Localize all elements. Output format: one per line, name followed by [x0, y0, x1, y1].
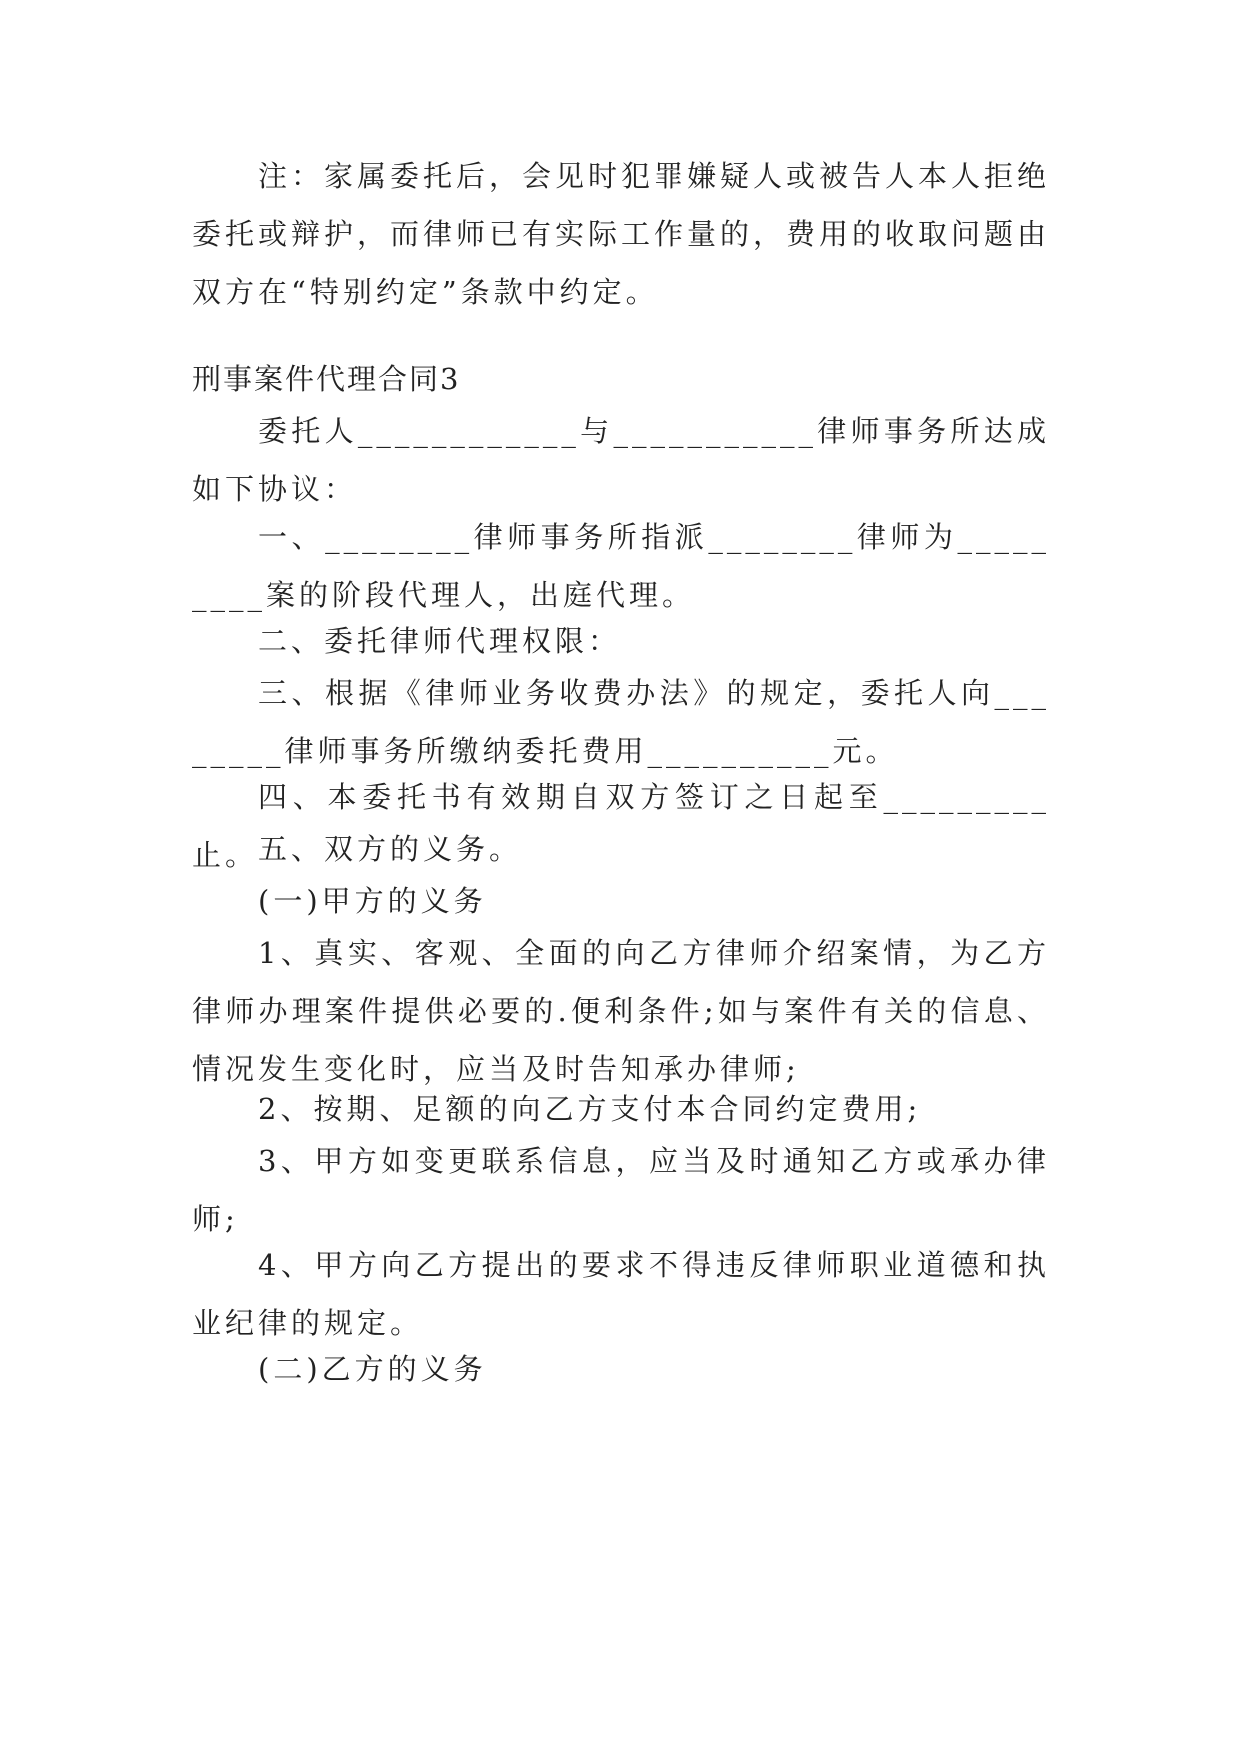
section-title: 刑事案件代理合同3 — [192, 362, 461, 396]
party-a-duty-4: 4、甲方向乙方提出的要求不得违反律师职业道德和执业纪律的规定。 — [192, 1248, 1050, 1340]
party-b-duties-heading: (二)乙方的义务 — [258, 1352, 487, 1386]
party-a-duty-3: 3、甲方如变更联系信息，应当及时通知乙方或承办律师; — [192, 1144, 1050, 1236]
party-a-duty-1: 1、真实、客观、全面的向乙方律师介绍案情，为乙方律师办理案件提供必要的.便利条件;如与案件有关的信息、情况发生变化时，应当及时告知承办律师; — [192, 936, 1050, 1086]
clause-parties: 委托人____________与___________律师事务所达成如下协议： — [192, 414, 1050, 506]
clause-two: 二、委托律师代理权限： — [258, 624, 622, 658]
clause-four: 四、本委托书有效期自双方签订之日起至_________止。 — [192, 780, 1050, 872]
party-a-duty-2: 2、按期、足额的向乙方支付本合同约定费用; — [258, 1092, 922, 1126]
party-a-duties-heading: (一)甲方的义务 — [258, 884, 487, 918]
note-paragraph: 注：家属委托后，会见时犯罪嫌疑人或被告人本人拒绝委托或辩护，而律师已有实际工作量的，费用的收取问题由双方在“特别约定”条款中约定。 — [192, 159, 1051, 309]
clause-three: 三、根据《律师业务收费办法》的规定，委托人向________律师事务所缴纳委托费用__________元。 — [192, 676, 1050, 768]
clause-five: 五、双方的义务。 — [258, 832, 523, 866]
clause-one: 一、________律师事务所指派________律师为_________案的阶段代理人，出庭代理。 — [192, 520, 1050, 612]
